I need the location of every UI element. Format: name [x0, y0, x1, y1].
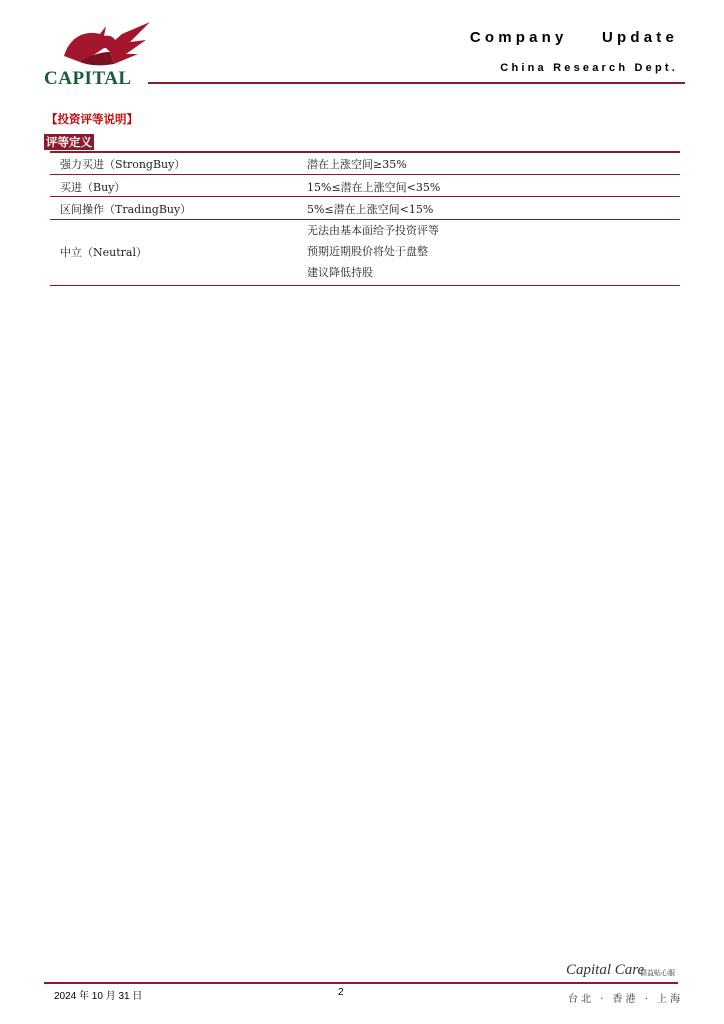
- footer-cities: 台北 · 香港 · 上海: [568, 994, 684, 1005]
- rating-name: 买进（Buy）: [60, 180, 126, 194]
- logo-text: CAPITAL: [44, 68, 132, 89]
- table-row: [50, 175, 680, 198]
- rating-name: 区间操作（TradingBuy）: [60, 203, 192, 216]
- footer-brand: Capital Care: [566, 962, 645, 978]
- header-rule: [148, 82, 685, 84]
- rating-definition: [307, 222, 439, 285]
- department: China Research Dept.: [500, 62, 678, 74]
- rating-definition: 潜在上涨空间≥35%: [307, 158, 407, 171]
- rating-name: 强力买进（StrongBuy）: [60, 158, 186, 171]
- rating-definition: 5%≤潜在上涨空间<15%: [307, 203, 434, 216]
- footer-brand-cn: 群益贴心服: [640, 969, 675, 977]
- rating-definition: 15%≤潜在上涨空间<35%: [307, 180, 441, 194]
- footer-rule: [44, 982, 678, 984]
- section-title: 【投资评等说明】: [46, 112, 138, 126]
- rating-table: [50, 152, 680, 286]
- table-row: [50, 220, 680, 286]
- definition-line: 建议降低持股: [307, 265, 373, 279]
- rating-name: 中立（Neutral）: [60, 245, 147, 259]
- table-row: [50, 197, 680, 220]
- capital-logo: [44, 22, 156, 88]
- report-type: Company Update: [469, 29, 678, 46]
- definition-line: 预期近期股价将处于盘整: [307, 244, 428, 258]
- report-date: 2024 年 10 月 31 日: [54, 991, 143, 1002]
- table-row: [50, 152, 680, 175]
- definition-line: 无法由基本面给予投资评等: [307, 223, 439, 237]
- definition-label: 评等定义: [46, 135, 92, 149]
- eagle-icon: [60, 22, 152, 72]
- page-number: 2: [338, 987, 344, 998]
